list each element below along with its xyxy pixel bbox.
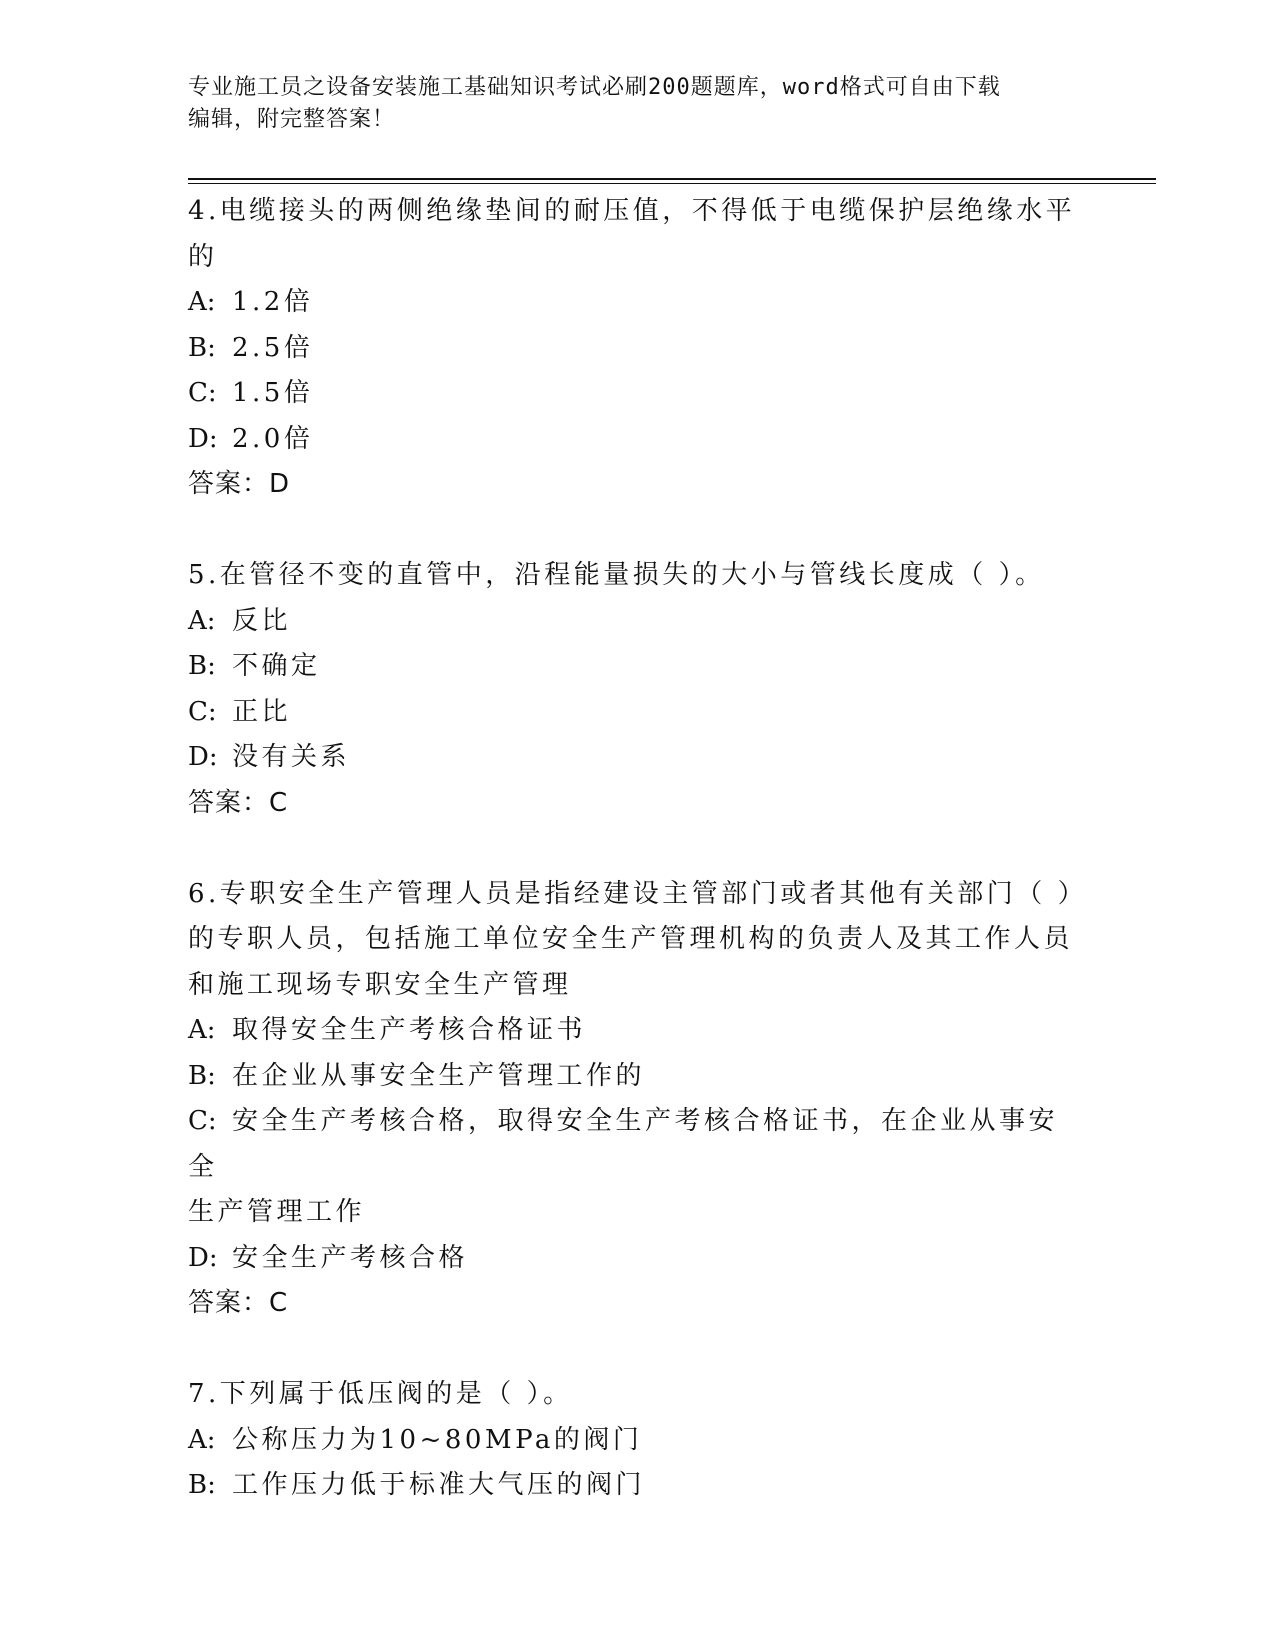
option-letter: D: [188, 742, 218, 772]
question-list [188, 189, 1088, 1509]
question-text-line: 的 [188, 241, 218, 272]
option-letter: D: [188, 1242, 218, 1273]
header-divider-thick [188, 178, 1156, 180]
answer-line: 答案：D [188, 469, 291, 499]
answer-line: 答案：C [188, 1288, 289, 1318]
option-c-continuation: 生产管理工作 [188, 1197, 366, 1227]
option-letter: C: [188, 1106, 217, 1136]
option-letter: A: [188, 1015, 216, 1045]
option-a [188, 280, 1078, 326]
question-text-line: 4.电缆接头的两侧绝缘垫间的耐压值，不得低于电缆保护层绝缘水平 [188, 196, 1076, 226]
option-letter: B: [188, 1060, 216, 1091]
option-text: 公称压力为10~80MPa的阀门 [232, 1424, 643, 1455]
option-letter: A: [188, 605, 216, 636]
question-5 [188, 553, 1078, 826]
option-letter: B: [188, 1470, 216, 1500]
option-a [188, 1008, 1078, 1054]
header-line-2: 编辑，附完整答案！ [188, 107, 396, 132]
spacer [188, 826, 1078, 872]
option-text: 反比 [232, 605, 292, 636]
option-text: 2.5倍 [232, 332, 314, 363]
option-b [188, 644, 1078, 690]
option-letter: C: [188, 696, 217, 727]
spacer [188, 508, 1078, 554]
option-c [188, 690, 1078, 736]
option-text: 取得安全生产考核合格证书 [232, 1015, 587, 1045]
option-text: 1.5倍 [232, 378, 314, 408]
option-text: 1.2倍 [232, 287, 314, 317]
question-text-line: 的专职人员，包括施工单位安全生产管理机构的负责人及其工作人员 [188, 924, 1074, 954]
option-letter: D: [188, 423, 218, 454]
option-text: 没有关系 [232, 742, 351, 772]
answer-line: 答案：C [188, 787, 289, 818]
option-letter: B: [188, 651, 216, 681]
header-divider-thin [188, 183, 1156, 184]
option-text: 工作压力低于标准大气压的阀门 [232, 1470, 646, 1500]
option-b [188, 1054, 1078, 1100]
option-text: 在企业从事安全生产管理工作的 [232, 1060, 646, 1091]
option-c [188, 371, 1078, 417]
option-d [188, 417, 1078, 463]
option-a [188, 599, 1078, 645]
option-b [188, 326, 1078, 372]
option-letter: A: [188, 1424, 216, 1455]
option-a [188, 1418, 1078, 1464]
option-text: 不确定 [232, 651, 321, 681]
question-text-line: 和施工现场专职安全生产管理 [188, 969, 572, 1000]
option-c [188, 1099, 1078, 1190]
option-b [188, 1463, 1078, 1509]
option-letter: A: [188, 287, 216, 317]
spacer [188, 1327, 1078, 1373]
option-text: 安全生产考核合格，取得安全生产考核合格证书，在企业从事安全 [188, 1106, 1059, 1182]
header-line-1: 专业施工员之设备安装施工基础知识考试必刷200题题库，word格式可自由下载 [188, 75, 1001, 100]
question-text-line: 5.在管径不变的直管中，沿程能量损失的大小与管线长度成（ ）。 [188, 560, 1045, 590]
option-letter: B: [188, 332, 216, 363]
question-text-line: 6.专职安全生产管理人员是指经建设主管部门或者其他有关部门（ ） [188, 878, 1088, 909]
question-4 [188, 189, 1078, 508]
question-text-line: 7.下列属于低压阀的是（ ）。 [188, 1379, 573, 1409]
document-header [188, 72, 1068, 136]
option-text: 安全生产考核合格 [232, 1242, 469, 1273]
option-letter: C: [188, 378, 217, 408]
option-text: 正比 [232, 696, 292, 727]
question-6 [188, 872, 1088, 1327]
option-d [188, 1236, 1078, 1282]
question-7 [188, 1372, 1078, 1509]
option-d [188, 735, 1078, 781]
option-text: 2.0倍 [232, 423, 314, 454]
